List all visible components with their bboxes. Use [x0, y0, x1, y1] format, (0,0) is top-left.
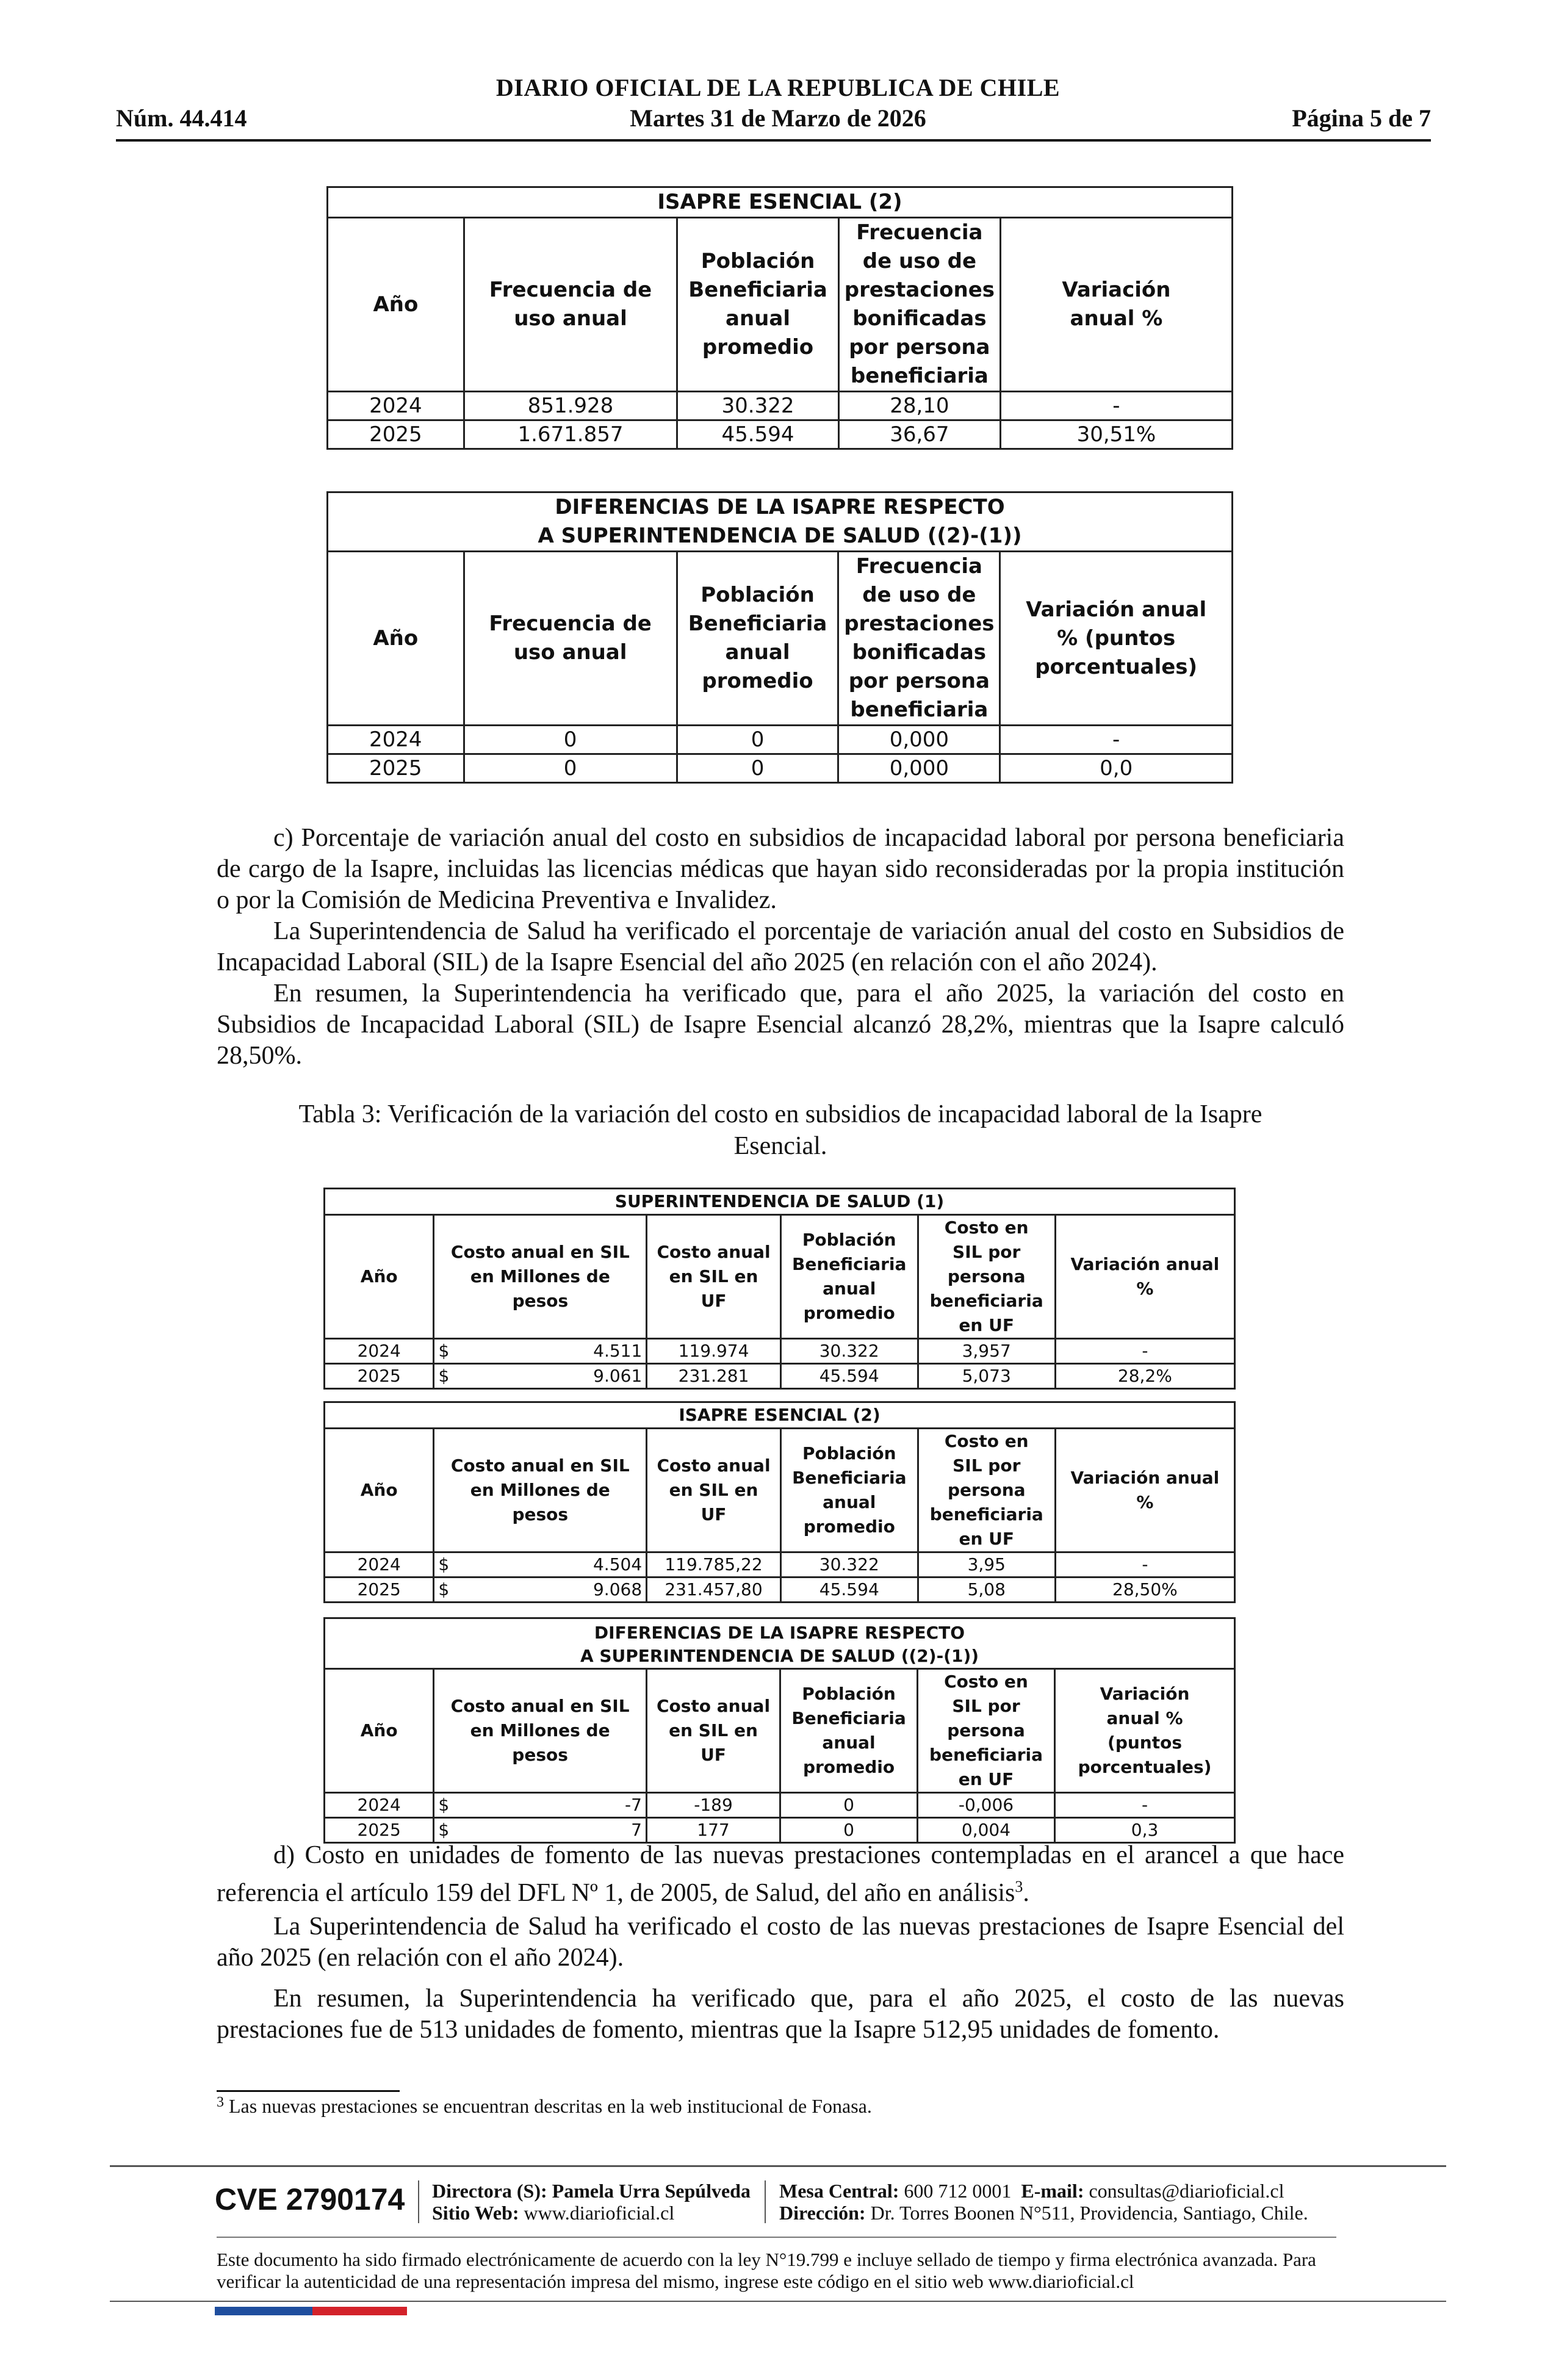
column-header: Costo anual en SIL en UF: [647, 1215, 780, 1339]
paragraph-c-intro: c) Porcentaje de variación anual del costo en subsidios de incapacidad laboral por persona beneficiaria de cargo de la Isapre, incluidas las licencias médicas que hayan sido reconsideradas por la propia institución o por la Comisión de Medicina Preventiva e Invalidez.: [217, 824, 1344, 914]
footer-rule: [217, 2237, 1336, 2238]
column-header: Variación anual % (puntos porcentuales): [1000, 552, 1233, 726]
paragraph-d-verified: La Superintendencia de Salud ha verificado el costo de las nuevas prestaciones de Isapre Esencial del año 2025 (en relación con el año 2024).: [217, 1913, 1344, 1972]
footer-divider: [765, 2180, 766, 2223]
column-header: Costo en SIL por persona beneficiaria en UF: [918, 1215, 1055, 1339]
table-title: DIFERENCIAS DE LA ISAPRE RESPECTO A SUPERINTENDENCIA DE SALUD ((2)-(1)): [325, 1618, 1235, 1669]
footer-website-link[interactable]: www.diarioficial.cl: [524, 2202, 675, 2224]
column-header: Población Beneficiaria anual promedio: [677, 218, 839, 392]
paragraph-c-verified: La Superintendencia de Salud ha verificado el porcentaje de variación anual del costo en Subsidios de Incapacidad Laboral (SIL) de la Isapre Esencial del año 2025 (en relación con el año 2024).: [217, 917, 1344, 976]
table-title: ISAPRE ESENCIAL (2): [325, 1402, 1235, 1429]
column-header: Costo en SIL por persona beneficiaria en UF: [918, 1429, 1055, 1552]
column-header: Costo anual en SIL en UF: [646, 1669, 780, 1793]
footer-divider: [418, 2180, 419, 2223]
table-frequency-isapre: [326, 186, 1233, 450]
issue-date: Martes 31 de Marzo de 2026: [630, 104, 926, 132]
table-sil-superintendencia: [323, 1188, 1236, 1390]
column-header: Año: [325, 1429, 434, 1552]
footer-contact: Mesa Central: 600 712 0001 E-mail: consultas@diarioficial.cl Dirección: Dr. Torres Boonen N°511, Providencia, Santiago, Chile.: [779, 2180, 1308, 2224]
table-title: ISAPRE ESENCIAL (2): [328, 187, 1233, 218]
issue-number: Núm. 44.414: [116, 104, 247, 132]
column-header: Frecuencia de uso de prestaciones bonificadas por persona beneficiaria: [838, 218, 1000, 392]
column-header: Frecuencia de uso anual: [464, 552, 677, 726]
footer-director: Directora (S): Pamela Urra Sepúlveda Sitio Web: www.diarioficial.cl: [432, 2180, 751, 2224]
column-header: Población Beneficiaria anual promedio: [780, 1429, 918, 1552]
footnote-rule: [217, 2090, 400, 2092]
column-header: Variación anual %: [1055, 1429, 1234, 1552]
signature-notice: Este documento ha sido firmado electrónicamente de acuerdo con la ley N°19.799 e incluye sellado de tiempo y firma electrónica avanzada. Para verificar la autenticidad de una representación impresa del mismo, ingrese este código en el sitio web www.diarioficial.cl: [217, 2249, 1316, 2292]
table-frequency-differences: [326, 491, 1233, 784]
table-row: 2024 $ -7 -189 0 -0,006 -: [325, 1793, 1235, 1818]
table-sil-isapre: [323, 1401, 1236, 1603]
column-header: Frecuencia de uso anual: [464, 218, 677, 392]
column-header: Costo anual en SIL en Millones de pesos: [434, 1215, 647, 1339]
column-header: Año: [328, 218, 464, 392]
column-header: Costo anual en SIL en UF: [647, 1429, 781, 1552]
table-row: 2024 0 0 0,000 -: [328, 726, 1233, 754]
flag-stripe-red: [312, 2307, 407, 2315]
table-row: 2025 1.671.857 45.594 36,67 30,51%: [328, 420, 1233, 449]
header-rule: [116, 139, 1431, 142]
column-header: Año: [328, 552, 464, 726]
table-sil-differences: [323, 1617, 1236, 1844]
column-header: Costo anual en SIL en Millones de pesos: [434, 1669, 647, 1793]
paragraph-d-intro: d) Costo en unidades de fomento de las nuevas prestaciones contempladas en el arancel a que hace referencia el artículo 159 del DFL Nº 1, de 2005, de Salud, del año en análisis$^3$.: [217, 1841, 1344, 1907]
footnote-reference[interactable]: 3: [1015, 1878, 1023, 1895]
column-header: Año: [325, 1215, 434, 1339]
cve-code: CVE 2790174: [215, 2182, 405, 2216]
table-title: SUPERINTENDENCIA DE SALUD (1): [325, 1189, 1235, 1215]
table-row: 2025 $ 7 177 0 0,004 0,3: [325, 1818, 1235, 1843]
footer-rule: [110, 2301, 1446, 2302]
column-header: Variación anual % (puntos porcentuales): [1055, 1669, 1235, 1793]
column-header: Población Beneficiaria anual promedio: [780, 1215, 918, 1339]
table-row: 2025 0 0 0,000 0,0: [328, 754, 1233, 783]
table-row: 2024 $ 4.511 119.974 30.322 3,957 -: [325, 1339, 1235, 1364]
table-title: DIFERENCIAS DE LA ISAPRE RESPECTO A SUPERINTENDENCIA DE SALUD ((2)-(1)): [328, 492, 1233, 552]
footnote: $^3$ Las nuevas prestaciones se encuentran descritas en la web institucional de Fonasa.: [217, 2094, 872, 2117]
column-header: Población Beneficiaria anual promedio: [677, 552, 838, 726]
column-header: Variación anual %: [1000, 218, 1232, 392]
paragraph-c-summary: En resumen, la Superintendencia ha verificado que, para el año 2025, la variación del costo en Subsidios de Incapacidad Laboral (SIL) de Isapre Esencial alcanzó 28,2%, mientras que la Isapre calculó 28,50%.: [217, 979, 1344, 1070]
page-number: Página 5 de 7: [1292, 104, 1431, 132]
table-row: 2025 $ 9.061 231.281 45.594 5,073 28,2%: [325, 1364, 1235, 1389]
paragraph-d-summary: En resumen, la Superintendencia ha verificado que, para el año 2025, el costo de las nuevas prestaciones fue de 513 unidades de fomento, mientras que la Isapre 512,95 unidades de fomento.: [217, 1985, 1344, 2044]
newspaper-title: DIARIO OFICIAL DE LA REPUBLICA DE CHILE: [495, 74, 1061, 101]
table-row: 2024 $ 4.504 119.785,22 30.322 3,95 -: [325, 1552, 1235, 1578]
column-header: Año: [325, 1669, 434, 1793]
table-row: 2025 $ 9.068 231.457,80 45.594 5,08 28,50%: [325, 1578, 1235, 1603]
table-caption: Tabla 3: Verificación de la variación del costo en subsidios de incapacidad laboral de la Isapre Esencial.: [298, 1100, 1262, 1160]
footer-email-link[interactable]: consultas@diarioficial.cl: [1089, 2180, 1284, 2202]
column-header: Población Beneficiaria anual promedio: [780, 1669, 918, 1793]
table-row: 2024 851.928 30.322 28,10 -: [328, 392, 1233, 420]
column-header: Variación anual %: [1055, 1215, 1234, 1339]
column-header: Frecuencia de uso de prestaciones bonificadas por persona beneficiaria: [838, 552, 1000, 726]
footer-rule: [110, 2165, 1446, 2167]
column-header: Costo anual en SIL en Millones de pesos: [434, 1429, 647, 1552]
column-header: Costo en SIL por persona beneficiaria en UF: [917, 1669, 1054, 1793]
flag-stripe-blue: [215, 2307, 312, 2315]
